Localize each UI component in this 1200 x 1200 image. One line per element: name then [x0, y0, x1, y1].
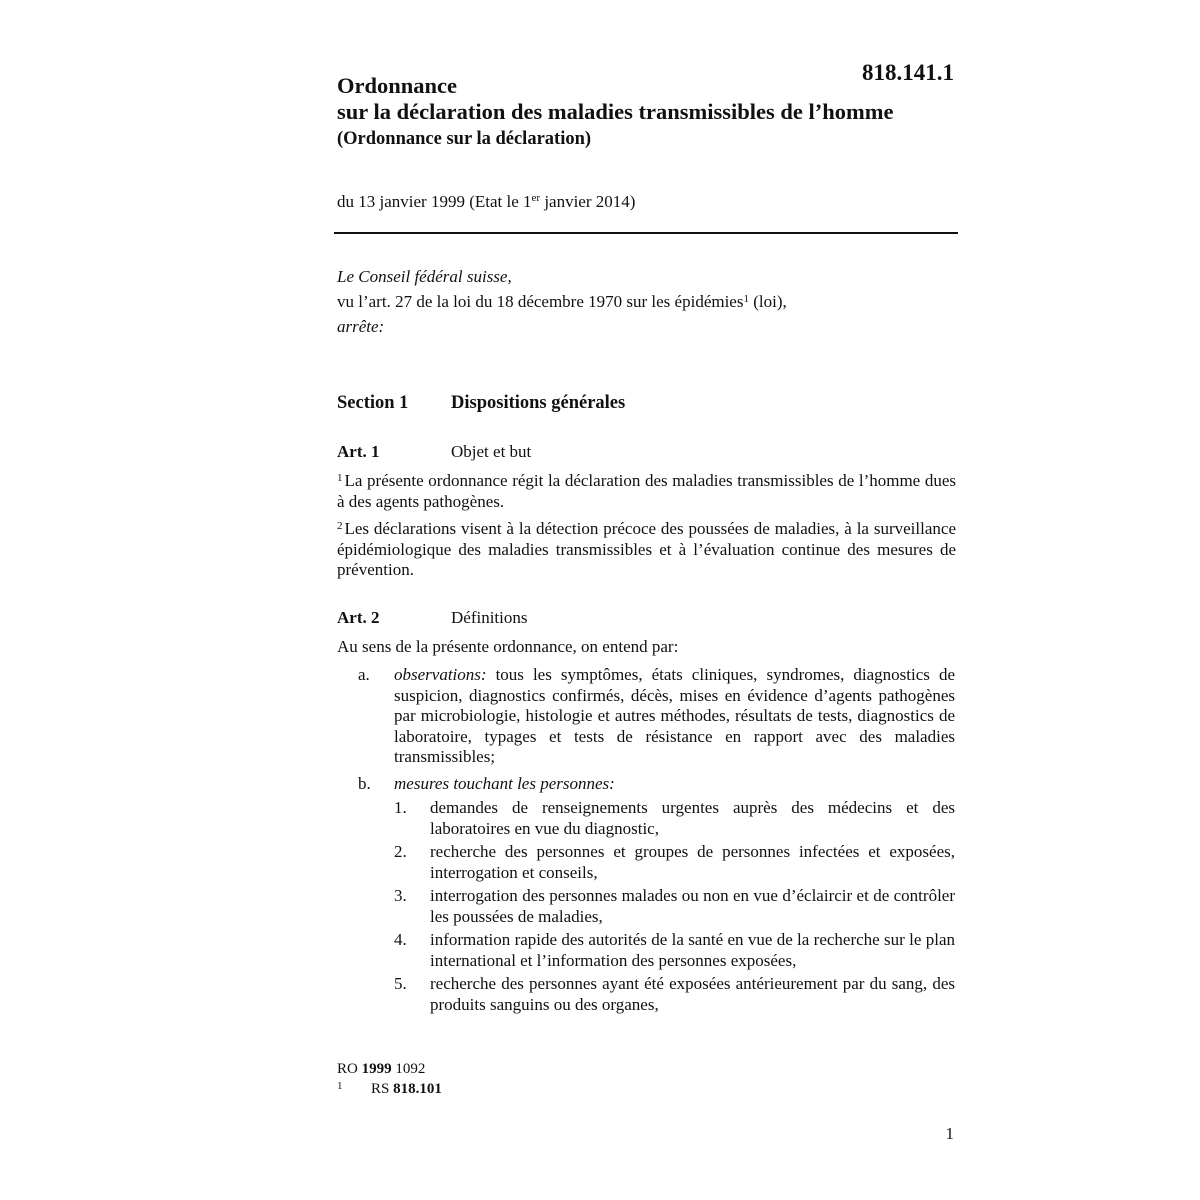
footnote-1: 1 RS 818.101 [337, 1080, 442, 1097]
item-marker: a. [358, 665, 370, 684]
definition-subitem-5 [394, 974, 955, 1015]
horizontal-rule [334, 232, 958, 234]
paragraph-text: Les déclarations visent à la détection précoce des poussées de maladies, à la surveillance épidémiologique des maladies transmissibles et à l’évaluation continue des mesures de prévention. [337, 519, 956, 579]
art-1-paragraph-2 [337, 519, 956, 581]
art-1-paragraph-1 [337, 471, 956, 512]
subitem-marker: 1. [394, 798, 407, 817]
footnotes [337, 1059, 442, 1099]
section-title: Dispositions générales [451, 393, 626, 413]
definition-subitem-1 [394, 798, 955, 839]
footnote-prefix: RS [371, 1081, 394, 1097]
definition-item-a [358, 665, 955, 768]
short-title: (Ordonnance sur la déclaration) [337, 129, 592, 149]
ro-page: 1092 [391, 1061, 426, 1077]
subitem-marker: 2. [394, 842, 407, 861]
art-2-number: Art. 2 [337, 608, 380, 627]
date-suffix: janvier 2014) [540, 192, 636, 211]
definition-term: observations: [394, 665, 487, 684]
definition-term: mesures touchant les personnes: [394, 774, 615, 793]
subitem-text: recherche des personnes ayant été exposées antérieurement par du sang, des produits sanguins ou des organes, [430, 974, 955, 1014]
preamble-decree: arrête: [337, 317, 385, 336]
definition-subitem-2 [394, 842, 955, 883]
definition-item-b [358, 774, 955, 795]
legal-basis-suffix: (loi), [748, 292, 787, 311]
definition-subitem-3 [394, 886, 955, 927]
item-marker: b. [358, 774, 371, 793]
subitem-marker: 5. [394, 974, 407, 993]
title-line-1: Ordonnance [337, 73, 458, 98]
preamble-authority: Le Conseil fédéral suisse, [337, 267, 512, 286]
definition-text: tous les symptômes, états cliniques, syndromes, diagnostics de suspicion, diagnostics confirmés, décès, mises en évidence d’agents pathogènes par microbiologie, histologie et autres méthodes, résultats de tests, diagnostics de laboratoire, typages et tests de résistance en rapport avec des maladies transmissibles; [394, 665, 955, 766]
art-1-heading [337, 442, 531, 462]
page-number: 1 [945, 1124, 954, 1143]
paragraph-text: La présente ordonnance régit la déclaration des maladies transmissibles de l’homme dues à des agents pathogènes. [337, 471, 956, 511]
footnote-reference: 818.101 [393, 1081, 442, 1097]
ro-prefix: RO [337, 1061, 362, 1077]
document-page [337, 0, 958, 1200]
subitem-marker: 4. [394, 930, 407, 949]
date-prefix: du 13 janvier 1999 (Etat le 1 [337, 192, 532, 211]
art-1-title: Objet et but [451, 442, 532, 461]
paragraph-number: 2 [337, 520, 343, 532]
date-line [337, 192, 635, 212]
section-number: Section 1 [337, 393, 409, 413]
definition-subitem-4 [394, 930, 955, 971]
paragraph-number: 1 [337, 472, 343, 484]
subitem-text: information rapide des autorités de la santé en vue de la recherche sur le plan international et l’information des personnes exposées, [430, 930, 955, 970]
subitem-text: demandes de renseignements urgentes auprès des médecins et des laboratoires en vue du diagnostic, [430, 798, 955, 838]
date-superscript: er [531, 192, 541, 204]
art-1-number: Art. 1 [337, 442, 380, 461]
title-line-2: sur la déclaration des maladies transmissibles de l’homme [337, 99, 894, 124]
section-1-heading [337, 393, 625, 414]
ro-citation [337, 1059, 442, 1079]
preamble-legal-basis [337, 289, 958, 314]
preamble [337, 264, 958, 339]
subitem-text: recherche des personnes et groupes de personnes infectées et exposées, interrogation et conseils, [430, 842, 955, 882]
legal-basis-text: vu l’art. 27 de la loi du 18 décembre 1970 sur les épidémies [337, 292, 744, 311]
subitem-text: interrogation des personnes malades ou non en vue d’éclaircir et de contrôler les poussées de maladies, [430, 886, 955, 926]
title-block [337, 73, 958, 150]
art-2-title: Définitions [451, 608, 528, 627]
ro-year: 1999 [361, 1061, 392, 1077]
footnote-ref-1[interactable]: 1 [743, 293, 749, 305]
systematic-reference-number: 818.141.1 [862, 60, 954, 85]
subitem-marker: 3. [394, 886, 407, 905]
art-2-heading [337, 608, 528, 628]
art-2-intro: Au sens de la présente ordonnance, on entend par: [337, 637, 679, 656]
